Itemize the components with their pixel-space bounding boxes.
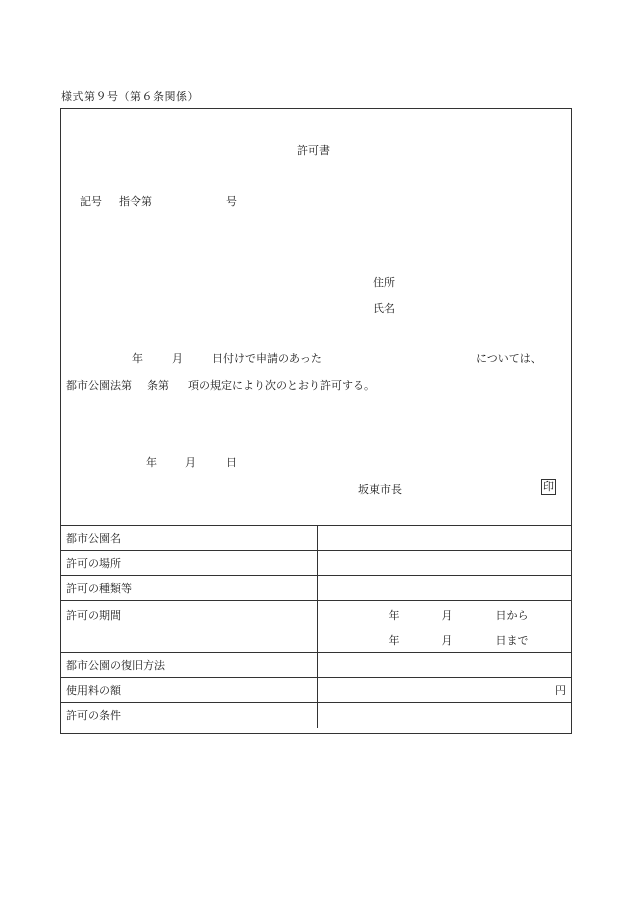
record-symbol-label: 記号 [80,195,102,208]
issue-month-label: 月 [185,456,196,469]
directive-number-suffix: 号 [226,195,237,208]
application-year-label: 年 [132,352,143,365]
permit-period-value [317,601,571,653]
period-from-suffix: 日から [495,609,529,622]
table-row [61,526,571,551]
regarding-text: については、 [476,352,542,365]
fee-unit: 円 [555,684,566,697]
period-from-year: 年 [388,609,400,622]
permit-location-label: 許可の場所 [61,551,317,576]
application-dated-text: 日付けで申請のあった [212,352,322,365]
seal-mark: 印 [543,480,554,493]
restoration-method-value [317,653,571,678]
park-name-label: 都市公園名 [61,526,317,551]
permit-type-value [317,576,571,601]
usage-fee-label: 使用料の額 [61,678,317,703]
period-to-month: 月 [441,634,453,647]
park-name-value [317,526,571,551]
law-provision-text: 項の規定により次のとおり許可する。 [188,379,375,392]
table-row [61,653,571,678]
restoration-method-label: 都市公園の復旧方法 [61,653,317,678]
permit-conditions-label: 許可の条件 [61,703,317,728]
period-to-year: 年 [388,634,400,647]
law-article-prefix: 都市公園法第 [66,379,132,392]
address-label: 住所 [373,276,395,289]
usage-fee-value [317,678,571,703]
document-title: 許可書 [297,144,330,157]
permit-type-label: 許可の種類等 [61,576,317,601]
form-number-label: 様式第９号（第６条関係） [61,90,199,103]
permit-details-table [61,525,571,728]
issue-day-label: 日 [226,456,237,469]
table-row [61,678,571,703]
permit-form-frame [60,108,572,734]
issue-year-label: 年 [146,456,157,469]
permit-period-label: 許可の期間 [61,601,317,653]
table-row [61,551,571,576]
law-article-clause: 条第 [147,379,169,392]
permit-conditions-value [317,703,571,728]
directive-number-prefix: 指令第 [119,195,152,208]
permit-header-section [61,109,571,525]
table-row [61,601,571,653]
period-from-month: 月 [441,609,453,622]
permit-location-value [317,551,571,576]
issuer-title: 坂東市長 [358,483,402,496]
period-to-suffix: 日まで [495,634,529,647]
table-row [61,576,571,601]
application-month-label: 月 [172,352,183,365]
name-label: 氏名 [373,302,395,315]
table-row [61,703,571,728]
